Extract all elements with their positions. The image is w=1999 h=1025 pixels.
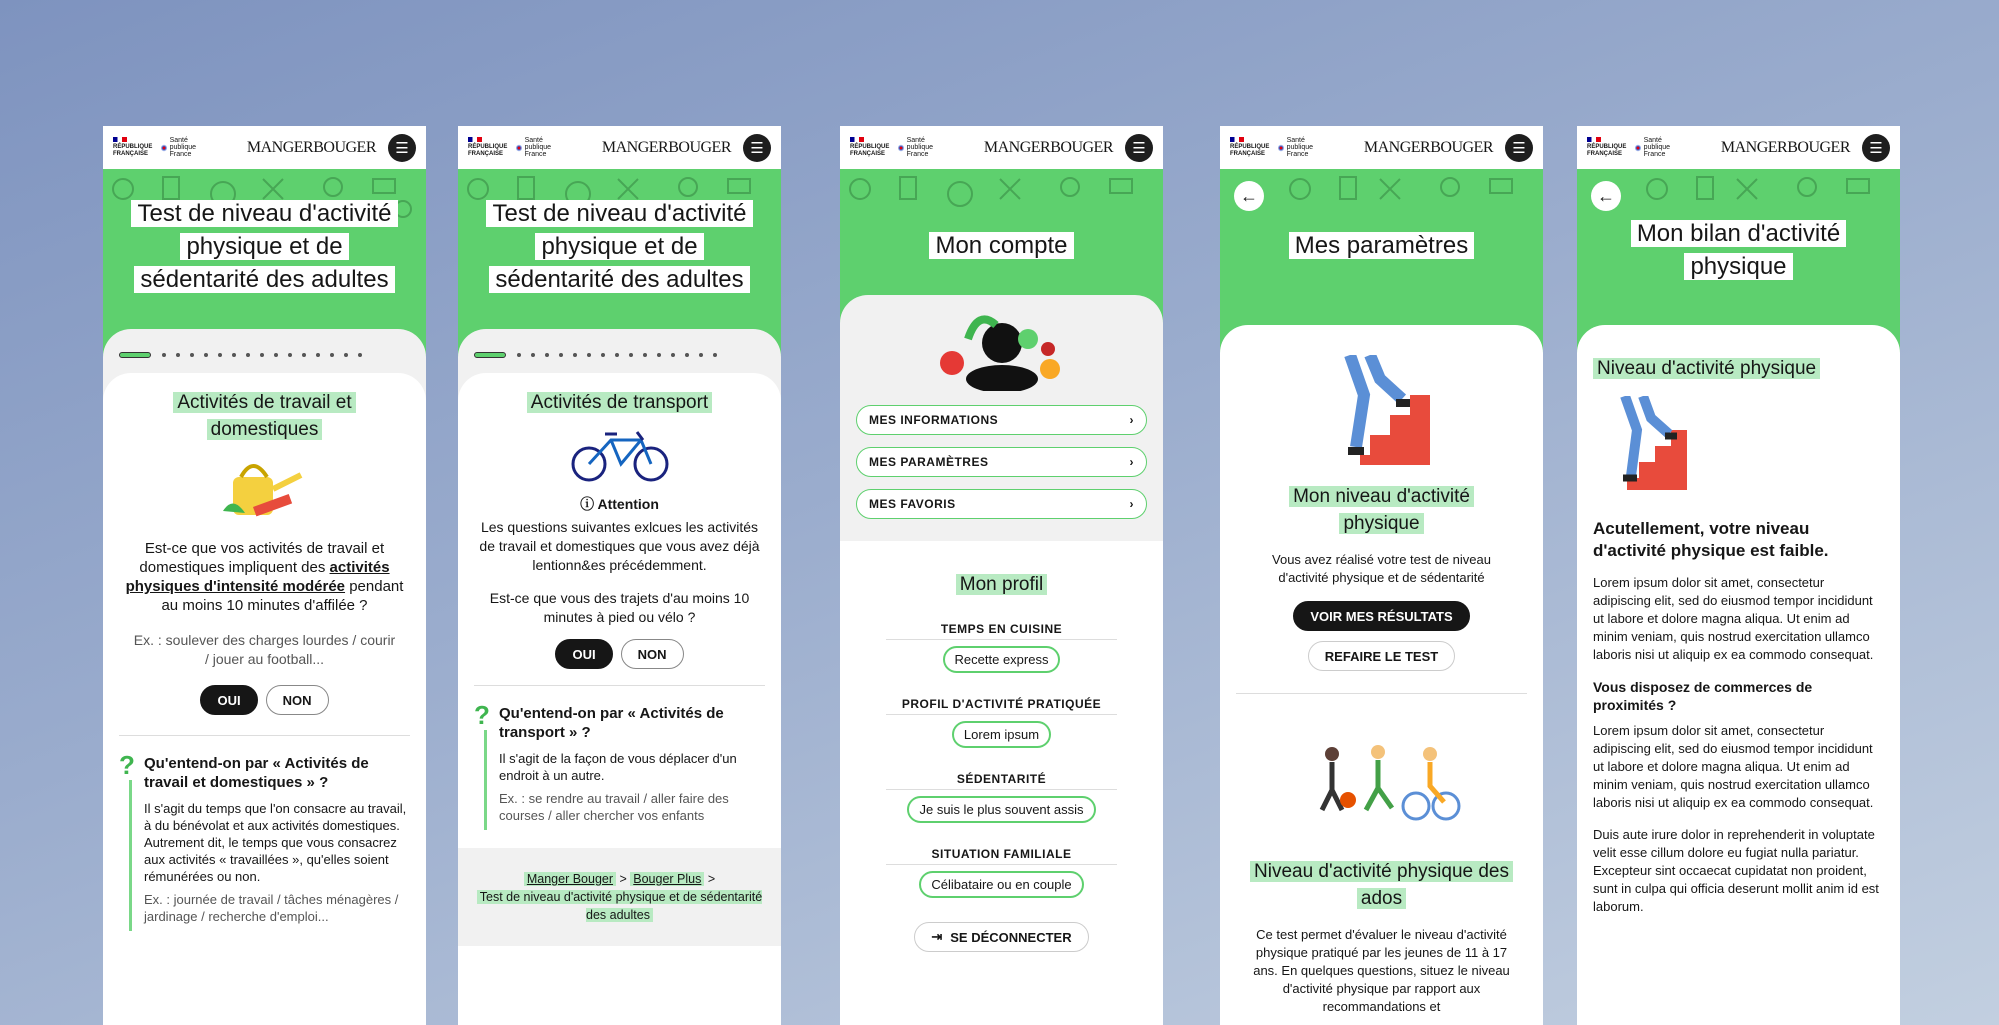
profile-item-activity: PROFIL D'ACTIVITÉ PRATIQUÉE Lorem ipsum (840, 697, 1163, 748)
phone-screen-account (840, 126, 1163, 1025)
menu-my-information[interactable]: MES INFORMATIONS › (856, 405, 1147, 435)
watering-can-illustration (103, 451, 426, 531)
redo-test-button[interactable]: REFAIRE LE TEST (1308, 641, 1455, 671)
republique-logo: RÉPUBLIQUE FRANÇAISE (1230, 137, 1272, 158)
page-title: Test de niveau d'activité physique et de sédentarité des adultes (131, 200, 397, 293)
profile-item-family: SITUATION FAMILIALE Célibataire ou en couple (840, 847, 1163, 898)
phone-screen-activity-report (1577, 126, 1900, 1025)
question-text: Est-ce que vous des trajets d'au moins 10 minutes à pied ou vélo ? (489, 590, 750, 625)
info-icon: ⓘ (580, 496, 595, 512)
mangerbouger-logo[interactable]: MANGERBOUGER (246, 138, 376, 156)
republique-logo: RÉPUBLIQUE FRANÇAISE (468, 137, 510, 158)
level-title: Mon niveau d'activité physique (1289, 486, 1474, 534)
logout-icon: ⇥ (931, 929, 943, 944)
profile-title: Mon profil (956, 574, 1047, 595)
sante-publique-logo: Santé publique France (1278, 137, 1326, 158)
chevron-right-icon: › (1129, 413, 1134, 427)
mangerbouger-logo[interactable]: MANGERBOUGER (1720, 138, 1850, 156)
page-title: Mes paramètres (1289, 232, 1474, 259)
sante-publique-logo: Santé publique France (161, 137, 209, 158)
section-title: Niveau d'activité physique (1593, 358, 1820, 379)
profile-item-sedentary: SÉDENTARITÉ Je suis le plus souvent assis (840, 772, 1163, 823)
phone-screen-activity-work: RÉPUBLIQUE FRANÇAISE Santé publique France MANGERBOUGER ☰ Test de niveau d'activité physique et de sédentarité des adultes Activités de travail et domestiques Est-ce que vos activités de travail et domestiques impliquent des activités physiques d'intensité modérée pendant au moins 10 minutes d'affilée ? Ex. : soulever des charges lourdes / courir / jouer au football... OUI NON ? Qu'entend-on par « Activités de travail et domestiques » ? Il s'agit du temps que l'on consacre au travail, à du bénévolat et aux activités domestiques. Autrement dit, le temps que vous consacrez aux activités « travaillées », qu'elles soient rémunérées ou non. Ex. : journée de travail / tâches ménagères / jardinage / recherche d'emploi... (103, 126, 426, 1025)
mangerbouger-logo[interactable]: MANGERBOUGER (1363, 138, 1493, 156)
moderate-activity-link[interactable]: activités physiques d'intensité modérée (125, 559, 390, 595)
site-header (458, 126, 781, 169)
question-mark-icon: ? (119, 750, 135, 780)
page-title: Mon compte (929, 232, 1073, 259)
see-results-button[interactable]: VOIR MES RÉSULTATS (1293, 601, 1469, 631)
menu-my-settings[interactable]: MES PARAMÈTRES › (856, 447, 1147, 477)
sante-publique-logo: Santé publique France (898, 137, 946, 158)
extra-paragraph: Duis aute irure dolor in reprehenderit in voluptate velit esse cillum dolore eu fugiat nulla pariatur. Excepteur sint occaecat cupidatat non proident, sunt in culpa qui officia deserunt mollit anim id est laborum. (1593, 827, 1879, 914)
sante-publique-logo: Santé publique France (516, 137, 564, 158)
faq-block: ? Qu'entend-on par « Activités de transport » ? Il s'agit de la façon de vous déplacer d'un endroit à un autre. Ex. : se rendre au travail / aller faire des courses / aller chercher vos enfants (458, 686, 781, 848)
site-header (1577, 126, 1900, 169)
breadcrumb-link-bouger[interactable]: Bouger Plus (630, 872, 704, 886)
back-arrow-icon[interactable]: ← (1234, 181, 1264, 211)
republique-logo: RÉPUBLIQUE FRANÇAISE (113, 137, 155, 158)
teen-title: Niveau d'activité physique des ados (1250, 861, 1513, 909)
sante-publique-logo: Santé publique France (1635, 137, 1683, 158)
menu-my-favorites[interactable]: MES FAVORIS › (856, 489, 1147, 519)
hamburger-menu-icon[interactable]: ☰ (1125, 134, 1153, 162)
attention-text: Les questions suivantes exlcues les activités de travail et domestiques que vous avez déjà lentionn&es précédemment. (479, 519, 760, 573)
result-paragraph: Lorem ipsum dolor sit amet, consectetur adipiscing elit, sed do eiusmod tempor incididunt ut labore et dolore magna aliqua. Ut enim ad minim veniam, quis nostrud exercitation ullamco laboris nisi ut aliquip ex ea commodo consequat. (1593, 575, 1874, 662)
example-text: Ex. : soulever des charges lourdes / courir / jouer au football... (133, 632, 396, 667)
faq-block: ? Qu'entend-on par « Activités de travail et domestiques » ? Il s'agit du temps que l'on consacre au travail, à du bénévolat et aux activités domestiques. Autrement dit, le temps que vous consacrez aux activités « travaillées », qu'elles soient rémunérées ou non. Ex. : journée de travail / tâches ménagères / jardinage / recherche d'emploi... (103, 736, 426, 931)
yes-button[interactable]: OUI (200, 685, 257, 715)
hamburger-menu-icon[interactable]: ☰ (388, 134, 416, 162)
page-title: Mon bilan d'activité physique (1631, 220, 1846, 280)
shops-question: Vous disposez de commerces de proximités ? (1593, 679, 1813, 713)
hamburger-menu-icon[interactable]: ☰ (743, 134, 771, 162)
breadcrumb-link-home[interactable]: Manger Bouger (524, 872, 616, 886)
chevron-right-icon: › (1129, 455, 1134, 469)
phone-screen-activity-transport (458, 126, 781, 1025)
site-header (1220, 126, 1543, 169)
progress-stepper (103, 337, 426, 373)
bicycle-illustration (458, 422, 781, 488)
section-title: Activités de travail et domestiques (173, 392, 355, 440)
hamburger-menu-icon[interactable]: ☰ (1862, 134, 1890, 162)
yes-button[interactable]: OUI (555, 639, 612, 669)
no-button[interactable]: NON (621, 639, 684, 669)
site-header (840, 126, 1163, 169)
progress-stepper (458, 337, 781, 373)
teen-text: Ce test permet d'évaluer le niveau d'activité physique pratiqué par les jeunes de 11 à 17 ans. En quelques questions, situez le niveau d'activité physique par rapport aux recommandations et (1253, 927, 1510, 1014)
back-arrow-icon[interactable]: ← (1591, 181, 1621, 211)
chevron-right-icon: › (1129, 497, 1134, 511)
teens-sport-illustration (1220, 734, 1543, 834)
page-title: Test de niveau d'activité physique et de sédentarité des adultes (486, 200, 752, 293)
stairs-illustration (1577, 396, 1900, 496)
hamburger-menu-icon[interactable]: ☰ (1505, 134, 1533, 162)
phone-screen-settings (1220, 126, 1543, 1025)
attention-label: Attention (597, 496, 659, 512)
site-header (103, 126, 426, 169)
breadcrumb: Manger Bouger > Bouger Plus > Test de niveau d'activité physique et de sédentarité des adultes (458, 848, 781, 946)
result-heading: Acutellement, votre niveau d'activité physique est faible. (1593, 519, 1829, 560)
republique-logo: RÉPUBLIQUE FRANÇAISE (1587, 137, 1629, 158)
shops-paragraph: Lorem ipsum dolor sit amet, consectetur adipiscing elit, sed do eiusmod tempor incididunt ut labore et dolore magna aliqua. Ut enim ad minim veniam, quis nostrud exercitation ullamco laboris nisi ut aliquip ex ea commodo consequat. (1593, 723, 1874, 810)
mangerbouger-logo[interactable]: MANGERBOUGER (601, 138, 731, 156)
logout-button[interactable]: ⇥ SE DÉCONNECTER (914, 922, 1088, 952)
stairs-illustration (1220, 355, 1543, 465)
section-title: Activités de transport (527, 392, 712, 413)
profile-item-cooking: TEMPS EN CUISINE Recette express (840, 622, 1163, 673)
republique-logo: RÉPUBLIQUE FRANÇAISE (850, 137, 892, 158)
avatar-illustration (840, 295, 1163, 391)
breadcrumb-current: Test de niveau d'activité physique et de sédentarité des adultes (477, 890, 762, 922)
question-mark-icon: ? (474, 700, 490, 730)
no-button[interactable]: NON (266, 685, 329, 715)
level-text: Vous avez réalisé votre test de niveau d'activité physique et de sédentarité (1272, 552, 1491, 585)
mangerbouger-logo[interactable]: MANGERBOUGER (983, 138, 1113, 156)
